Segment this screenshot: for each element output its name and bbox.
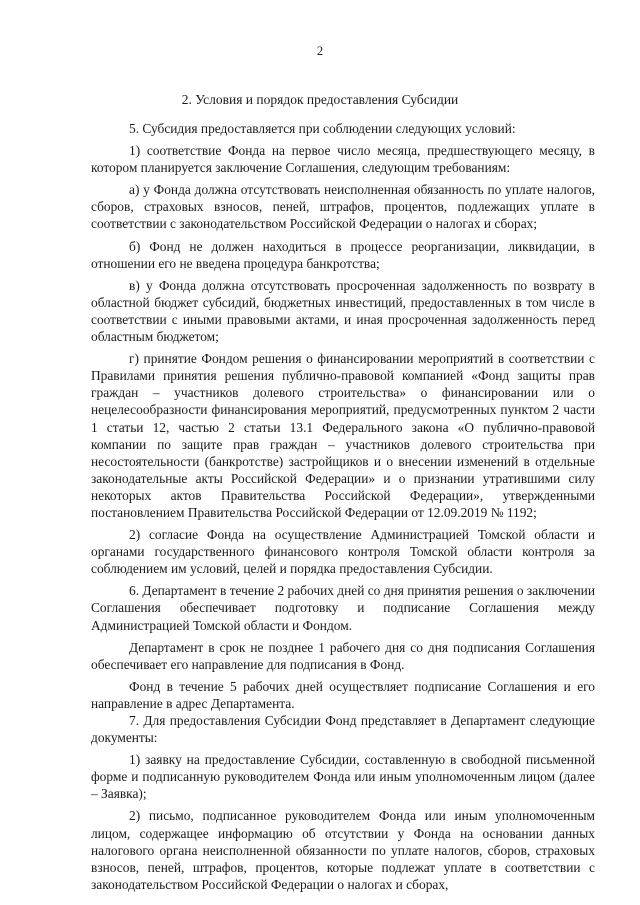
paragraph-6-fund: Фонд в течение 5 рабочих дней осуществляет подписание Соглашения и его направление в адрес Департамента. — [91, 678, 595, 711]
page-number: 2 — [316, 44, 324, 58]
paragraph-7: 7. Для предоставления Субсидии Фонд представляет в Департамент следующие документы: — [91, 713, 595, 746]
paragraph-7-2: 2) письмо, подписанное руководителем Фонда или иным уполномоченным лицом, содержащее информацию об отсутствии у Фонда на основании данных налогового органа неисполненной обязанности по уплате налогов, сборов, страховых взносов, пеней, штрафов, процентов, которые подлежат уплате в соответствии с законодательством Российской Федерации о налогах и сборах, — [91, 808, 595, 892]
paragraph-6-signing: Департамент в срок не позднее 1 рабочего дня со дня подписания Соглашения обеспечивает его направление для подписания в Фонд. — [91, 639, 595, 672]
paragraph-7-1: 1) заявку на предоставление Субсидии, составленную в свободной письменной форме и подписанную руководителем Фонда или иным уполномоченным лицом (далее – Заявка); — [91, 752, 595, 802]
paragraph-5-1-v: в) у Фонда должна отсутствовать просроченная задолженность по возврату в областной бюджет субсидий, бюджетных инвестиций, предоставленных в том числе в соответствии с иными правовыми актами, и иная просроченная задолженность перед областным бюджетом; — [91, 277, 595, 345]
paragraph-5-1-a: а) у Фонда должна отсутствовать неисполненная обязанность по уплате налогов, сборов, страховых взносов, пеней, штрафов, процентов, подлежащих уплате в соответствии с законодательством Российской Федерации о налогах и сборах; — [91, 182, 595, 232]
paragraph-6: 6. Департамент в течение 2 рабочих дней со дня принятия решения о заключении Соглашения обеспечивает подготовку и подписание Соглашения между Администрацией Томской области и Фондом. — [91, 583, 595, 633]
paragraph-5-1-b: б) Фонд не должен находиться в процессе реорганизации, ликвидации, в отношении его не введена процедура банкротства; — [91, 238, 595, 271]
paragraph-5-2: 2) согласие Фонда на осуществление Администрацией Томской области и органами государственного финансового контроля Томской области контроля за соблюдением им условий, целей и порядка предоставления Субсидии. — [91, 527, 595, 577]
section-title: 2. Условия и порядок предоставления Субсидии — [181, 92, 459, 107]
document-body — [91, 120, 595, 893]
paragraph-5: 5. Субсидия предоставляется при соблюдении следующих условий: — [129, 121, 516, 136]
paragraph-5-1-g: г) принятие Фондом решения о финансировании мероприятий в соответствии с Правилами принятия решения публично-правовой компанией «Фонд защиты прав граждан – участников долевого строительства» о финансировании или о нецелесообразности финансирования мероприятий, предусмотренных пунктом 2 части 1 статьи 12, частью 2 статьи 13.1 Федерального закона «О публично-правовой компании по защите прав граждан – участников долевого строительства при несостоятельности (банкротстве) застройщиков и о внесении изменений в отдельные законодательные акты Российской Федерации» и о признании утратившими силу некоторых актов Правительства Российской Федерации», утвержденными постановлением Правительства Российской Федерации от 12.09.2019 № 1192; — [91, 351, 595, 520]
paragraph-5-1: 1) соответствие Фонда на первое число месяца, предшествующего месяцу, в котором планируется заключение Соглашения, следующим требованиям: — [91, 143, 595, 176]
